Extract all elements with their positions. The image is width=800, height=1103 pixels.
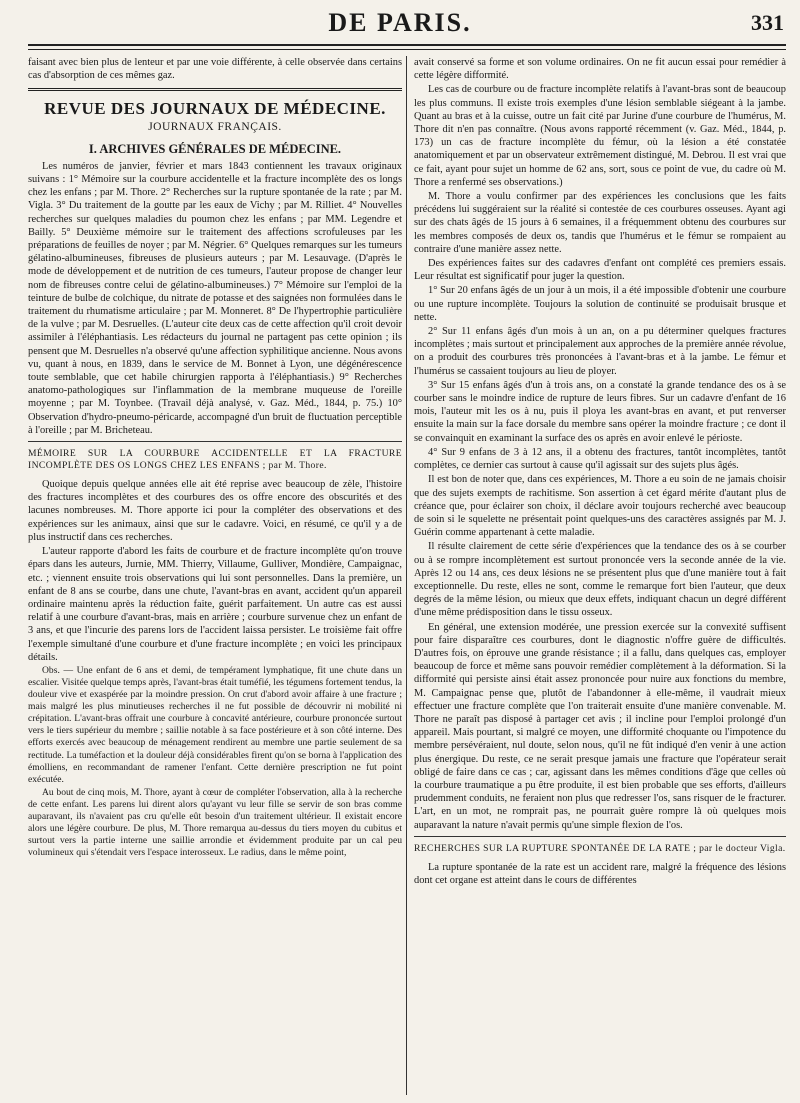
column-divider — [406, 56, 407, 1095]
body-paragraph: 4° Sur 9 enfans de 3 à 12 ans, il a obtenu des fractures, tantôt incomplètes, tantôt complètes, ce dernier cas surtout à cause qu'il agissait sur des sujets plus âgés. — [414, 446, 786, 472]
right-column — [414, 56, 786, 1097]
journal-summary-paragraph: Les numéros de janvier, février et mars 1843 contiennent les travaux originaux suivans : 1° Mémoire sur la courbure accidentelle et la fracture incomplète des os longs chez les enfans ; par M. Thore. 2° Recherches sur la rupture spontanée de la rate ; par M. Vigla. 3° Du traitement de la goutte par les eaux de Vichy ; par M. Rilliet. 4° Nouvelles recherches sur quelques maladies du poumon chez les enfans ; par MM. Legendre et Bailly. 5° Deuxième mémoire sur le traitement des affections scrofuleuses par les préparations de feuilles de noyer ; par M. Négrier. 6° Quelques remarques sur les tumeurs gélatino-albumineuses, fibreuses de plusieurs auteurs ; par M. Lesauvage. (D'après le mode de développement et de nutrition de ces tumeurs, l'auteur propose de changer leur nom de fibreuses contre celui de gélatino-albumineuses.) 7° Mémoire sur l'emploi de la teinture de bulbe de colchique, du nitrate de potasse et des saignées non formulées dans le traitement du rhumatisme articulaire ; par M. Monneret. 8° De l'hypertrophie particulière de la vulve ; par M. Desruelles. (L'auteur cite deux cas de cette affection qu'il croit devoir assimiler à l'éléphantiasis. Les rédacteurs du journal ne partagent pas cette opinion ; ils pensent que M. Desruelles n'a observé qu'une affection syphilitique ancienne. Nous avons vu, quant à nous, en 1839, dans le service de M. Bonnet à Lyon, une dégénérescence toute semblable, que cet habile chirurgien rapporta à l'éléphantiasis.) 9° Recherches anatomo-pathologiques sur l'inflammation de la membrane muqueuse de l'oreille moyenne ; par M. Toynbee. (Travail déjà analysé, v. Gaz. Méd., 1844, p. 75.) 10° Observation d'hydro-pneumo-péricarde, accompagné d'un bruit de fluctuation perceptible à l'oreille ; par M. Bricheteau. — [28, 160, 402, 436]
journal-heading: I. ARCHIVES GÉNÉRALES DE MÉDECINE. — [88, 141, 342, 156]
continuation-text: faisant avec bien plus de lenteur et par une voie différente, à celle observée dans certains cas d'absorption de ces mêmes gaz. — [28, 57, 402, 82]
observation-paragraph: Au bout de cinq mois, M. Thore, ayant à cœur de compléter l'observation, alla à la recherche de cette enfant. Les parens lui dirent alors qu'ayant vu leur fille se servir de son bras comme auparavant, ils n'avaient pas cru qu'elle eût besoin d'un traitement ultérieur. Il existait encore alors une légère courbure. De plus, M. Thore remarqua au-dessus du tiers moyen du cubitus et surtout vers la partie interne une saillie arrondie et évidemment produite par un cal peu volumineux qui s'étendait vers l'espace interosseux. Le radius, dans le même point, — [28, 786, 402, 859]
section-title: REVUE DES JOURNAUX DE MÉDECINE. — [44, 99, 386, 119]
section-subtitle: JOURNAUX FRANÇAIS. — [148, 121, 282, 134]
memoir-heading: MÉMOIRE SUR LA COURBURE ACCIDENTELLE ET LA FRACTURE INCOMPLÈTE DES OS LONGS CHEZ LES ENFANS ; par M. Thore. — [28, 448, 402, 472]
running-title: DE PARIS. — [328, 8, 472, 37]
body-paragraph: Des expériences faites sur des cadavres d'enfant ont complété ces premiers essais. Leur résultat est significatif pour juger la question. — [414, 258, 786, 283]
memoir-paragraph: Quoique depuis quelque années elle ait été reprise avec beaucoup de zèle, l'histoire des fractures incomplètes et des courbures des os offre encore des obscurités et des lacunes nombreuses. M. Thore apporte ici pour la compléter des observations et des expériences sur les animaux, ainsi que sur le cadavre. Voici, en résumé, ce qu'il y a de plus instructif dans ces recherches. — [28, 479, 402, 543]
body-paragraph: Il est bon de noter que, dans ces expériences, M. Thore a eu soin de ne jamais choisir que des sujets exempts de rachitisme. Son assertion à cet égard mérite d'autant plus de créance que, pour éclairer son choix, il déclare avoir toujours recherché avec beaucoup de soin si le squelette ne présentait point quelques-uns des caractères assignés par M. J. Guérin comme appartenant à cette maladie. — [414, 474, 786, 539]
body-paragraph: 2° Sur 11 enfans âgés d'un mois à un an, on a pu déterminer quelques fractures incomplètes ; mais surtout et principalement aux approches de la première année révolue, on a produit des courbures très prononcées à l'avant-bras et à la jambe. Le fémur et l'humérus se cassaient toujours au lieu de ployer. — [414, 326, 786, 377]
section-divider — [28, 88, 402, 91]
header-rule — [28, 44, 786, 50]
running-head — [0, 6, 800, 42]
body-paragraph: 1° Sur 20 enfans âgés de un jour à un mois, il a été impossible d'obtenir une courbure ou une rupture incomplète. Toujours la solution de continuité se produisait brusque et nette. — [414, 285, 786, 323]
left-column — [28, 56, 402, 1097]
article-heading: RECHERCHES SUR LA RUPTURE SPONTANÉE DE LA RATE ; par le docteur Vigla. — [414, 842, 786, 854]
body-paragraph: Les cas de courbure ou de fracture incomplète relatifs à l'avant-bras sont de beaucoup les plus communs. Il existe trois exemples d'une lésion semblable siégeant à la jambe. Quant au bras et à la cuisse, outre un fait cité par Jurine d'une courbure de l'humérus, M. Thore dit n'en pas connaître. (Nous avons rapporté récemment (v. Gaz. Méd., 1844, p. 173) un cas de fracture incomplète du fémur, où la lésion a été constatée anatomiquement et par un observateur extrêmement distingué, M. Debrou. Il est vrai que ce fait, ayant pour sujet un homme de 62 ans, sort, sous ce point de vue, du cadre où M. Thore a renfermé ses observations.) — [414, 84, 786, 188]
body-paragraph: M. Thore a voulu confirmer par des expériences les conclusions que les faits précédens lui suggéraient sur la réalité si contestée de ces courbures osseuses. Ayant agi sur des chats âgés de 15 jours à 6 semaines, il a fréquemment obtenu des courbures sur les membres composés de deux os, tandis que l'humérus et le fémur se rompaient au contraire d'une manière assez nette. — [414, 191, 786, 255]
article-divider — [28, 441, 402, 442]
body-paragraph: avait conservé sa forme et son volume ordinaires. On ne fit aucun essai pour remédier à cette légère difformité. — [414, 57, 786, 82]
body-paragraph: En général, une extension modérée, une pression exercée sur la convexité suffisent pour faire disparaître ces courbures, dont le diagnostic n'offre guère de difficultés. D'autres fois, on éprouve une grande résistance ; il a fallu, dans quelques cas, employer beaucoup de force et même sans pouvoir remédier complètement à la déformation. Si la difformité qui persiste ainsi était assez prononcée pour nuire aux fonctions du membre, M. Campaignac pense que, plutôt de l'abandonner à elle-même, il vaudrait mieux effectuer une fracture complète que l'on traiterait ensuite d'une manière convenable. M. Thore ne paraît pas disposé à partager cet avis ; il incline pour l'emploi prolongé d'un appareil. Mais pourtant, si malgré ce moyen, une difformité choquante ou l'impotence du membre persévéraient, nul doute, selon nous, qu'il ne fût indiqué d'en venir à une action plus énergique. Du reste, ce ne serait presque jamais une fracture que l'opérateur serait obligé de faire dans ce cas ; car, agissant dans les mêmes conditions d'âge que celles où la courbure traumatique a pu être produite, il est bien probable que ses efforts, d'ailleurs prudemment conduits, ne feraient non plus que redresser l'os, sans risquer de le fracturer. L'art, en un mot, ne romprait pas, ne pourrait guère rompre là où quelques mois auparavant la nature n'avait permis qu'une simple flexion de l'os. — [414, 621, 786, 831]
memoir-paragraph: L'auteur rapporte d'abord les faits de courbure et de fracture incomplète qu'on trouve épars dans les auteurs, Jurnie, MM. Thierry, Villaume, Gulliver, Mondière, Campaignac, etc. ; viennent ensuite trois observations qui lui sont personnelles. Dans la première, un enfant de 8 ans se courbe, dans une chute, l'avant-bras en avant, accident qu'un appareil ordinaire maintenu après la réduction faite, guérit parfaitement. Un autre cas est aussi relatif à une courbure d'avant-bras, mais en arrière ; courbure survenue chez un enfant de 3 ans, et que l'incurie des parens lors de l'accident laissa persister. Le troisième fait offre l'exemple simultané d'une courbure et d'une fracture incomplète ; en voici les principaux détails. — [28, 546, 402, 663]
body-paragraph: Il résulte clairement de cette série d'expériences que la tendance des os à se courber ou à se rompre incomplètement est surtout prononcée vers la seconde année de la vie. Après 12 ou 14 ans, ces deux lésions ne se présentent plus que d'une manière tout à fait exceptionnelle. Du reste, elles ne sont, comme le remarque fort bien l'auteur, que deux degrés de la même lésion, ou mieux que deux effets, indiquant chacun un degré différent d'une même prédisposition dans le tissu osseux. — [414, 541, 786, 619]
page-number: 331 — [751, 10, 784, 35]
body-paragraph: La rupture spontanée de la rate est un accident rare, malgré la fréquence des lésions dont cet organe est atteint dans le cours de différentes — [414, 861, 786, 886]
observation-paragraph: Obs. — Une enfant de 6 ans et demi, de tempérament lymphatique, fit une chute dans un escalier. Visitée quelque temps après, l'avant-bras était tuméfié, les tégumens fortement tendus, la douleur vive et exaspérée par la moindre pression. On crut d'abord avoir affaire à une fracture ; mais malgré les plus minutieuses recherches il ne fut possible de découvrir ni mobilité ni crépitation. L'avant-bras offrait une courbure à concavité antérieure, courbure prononcée surtout vers le tiers supérieur du membre ; saillie notable à sa face postérieure et à son côté interne. Des efforts exercés avec beaucoup de ménagement rendirent au membre une partie seulement de sa rectitude. La tuméfaction et la douleur déjà considérables firent qu'on se borna à l'application des émolliens, en recommandant de ramener l'enfant. Cette dernière prescription ne fut point exécutée. — [28, 664, 402, 785]
article-divider — [414, 836, 786, 837]
body-paragraph: 3° Sur 15 enfans âgés d'un à trois ans, on a constaté la grande tendance des os à se courber sans le moindre indice de rupture de leurs fibres. Sur un cadavre d'enfant de 16 mois, l'auteur mit les os à nu, puis il ploya les avant-bras en avant, et put renverser ensuite la main sur la face dorsale du membre sans opérer la moindre fracture ; ce dont il se convainquit en examinant la surface des os après en avoir enlevé le périoste. — [414, 379, 786, 444]
